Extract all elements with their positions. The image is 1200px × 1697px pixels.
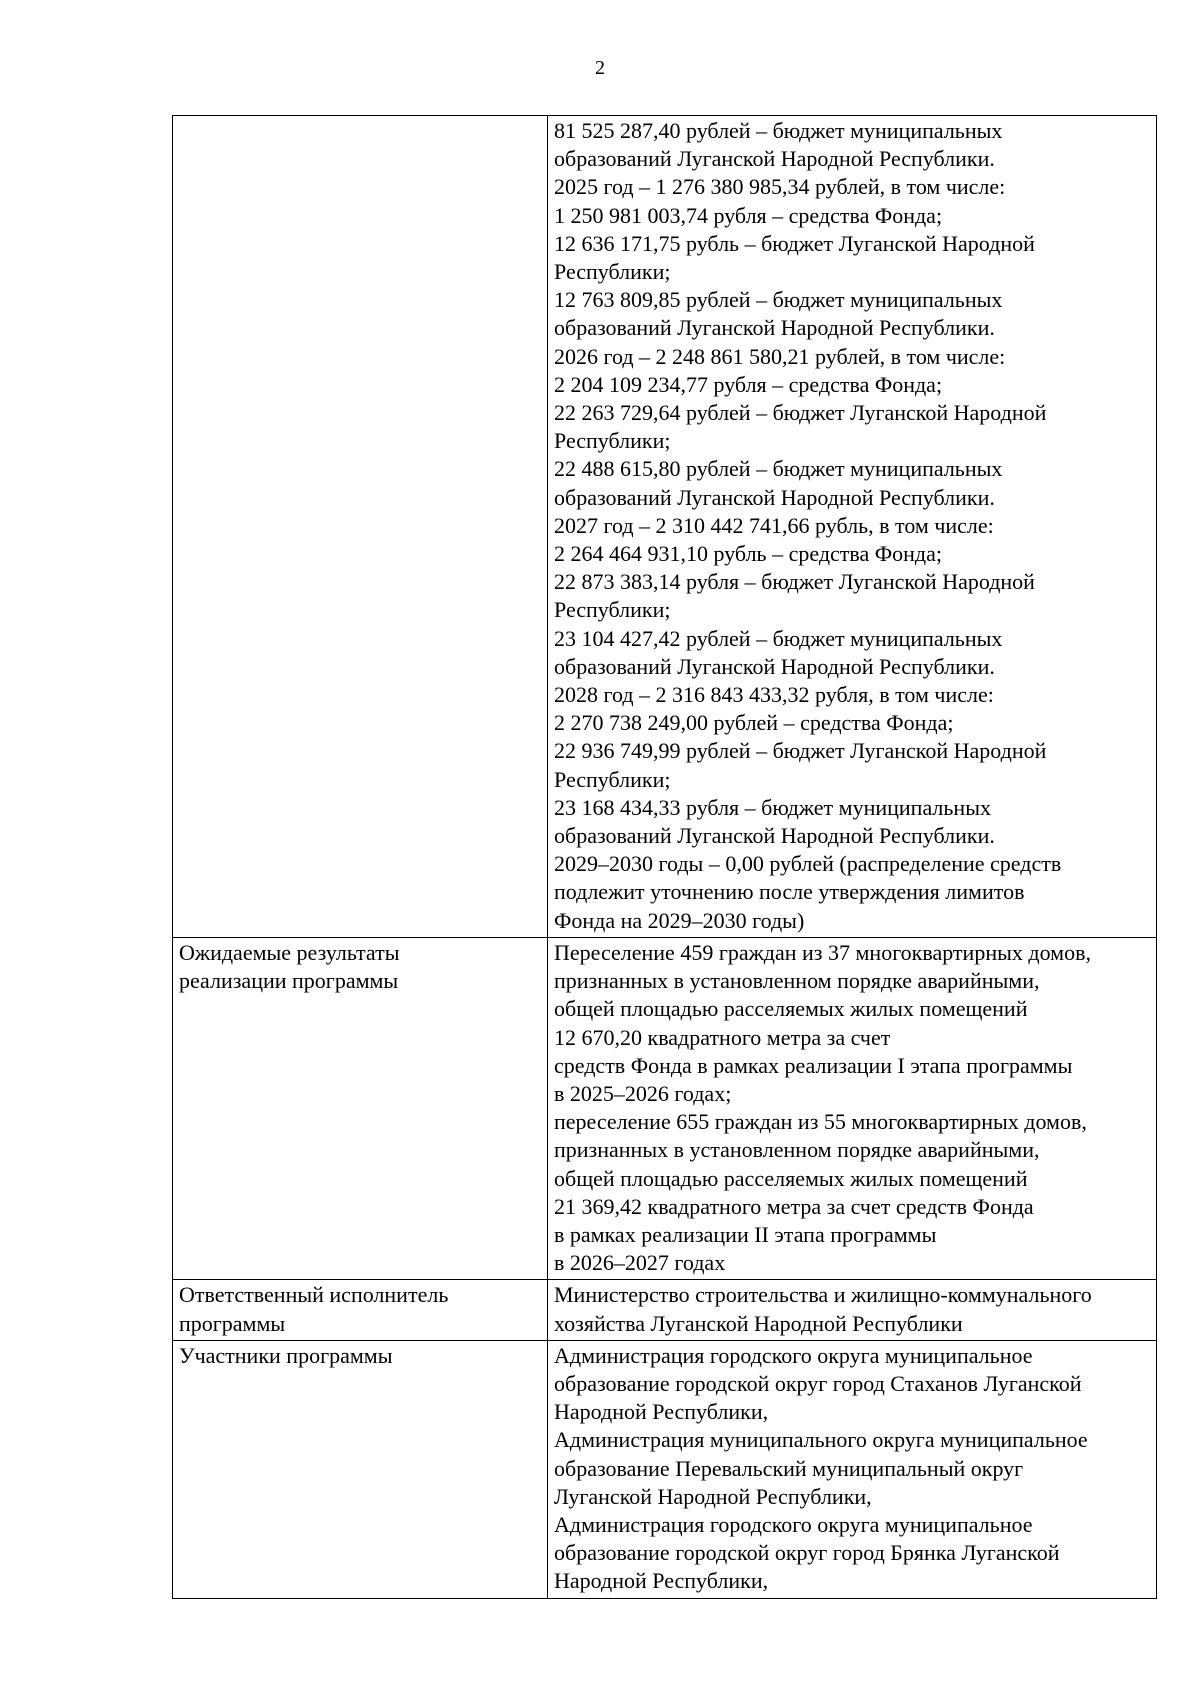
- value-line: 2026 год – 2 248 861 580,21 рублей, в том числе:: [554, 343, 1006, 369]
- row-value-cell: [548, 937, 1157, 1279]
- value-line: средств Фонда в рамках реализации I этапа программы: [554, 1052, 1073, 1078]
- value-line: Народной Республики,: [554, 1399, 769, 1425]
- value-line: Фонда на 2029–2030 годы): [554, 907, 805, 933]
- value-line: в 2025–2026 годах;: [554, 1080, 732, 1106]
- page-number: 2: [595, 57, 605, 79]
- value-line: 2029–2030 годы – 0,00 рублей (распределение средств: [554, 851, 1062, 877]
- value-line: Министерство строительства и жилищно-коммунального: [554, 1282, 1092, 1308]
- value-line: Администрация муниципального округа муниципальное: [554, 1427, 1088, 1453]
- value-line: образование городской округ город Брянка Луганской: [554, 1540, 1060, 1566]
- value-line: 2 264 464 931,10 рубль – средства Фонда;: [554, 541, 942, 567]
- row-value-cell: [548, 1340, 1157, 1598]
- value-line: 2027 год – 2 310 442 741,66 рубль, в том числе:: [554, 512, 994, 538]
- table-row: [173, 937, 1157, 1279]
- value-line: Республики;: [554, 428, 671, 454]
- value-line: образований Луганской Народной Республики.: [554, 146, 995, 172]
- value-line: 81 525 287,40 рублей – бюджет муниципальных: [554, 118, 1003, 143]
- value-line: общей площадью расселяемых жилых помещений: [554, 1165, 1028, 1191]
- value-line: подлежит уточнению после утверждения лимитов: [554, 879, 1025, 905]
- label-line: Участники программы: [179, 1342, 393, 1368]
- value-line: Народной Республики,: [554, 1568, 769, 1594]
- row-label-cell: [173, 116, 548, 938]
- value-line: образований Луганской Народной Республики.: [554, 653, 995, 679]
- value-line: 2 270 738 249,00 рублей – средства Фонда;: [554, 710, 954, 736]
- value-line: Республики;: [554, 597, 671, 623]
- value-line: 22 488 615,80 рублей – бюджет муниципальных: [554, 456, 1003, 482]
- value-line: образование Перевальский муниципальный округ: [554, 1455, 1024, 1481]
- label-line: Ответственный исполнитель: [179, 1282, 449, 1308]
- value-line: 2 204 109 234,77 рубля – средства Фонда;: [554, 371, 943, 397]
- row-value-cell: [548, 1280, 1157, 1340]
- row-label-cell: [173, 1280, 548, 1340]
- value-line: 1 250 981 003,74 рубля – средства Фонда;: [554, 202, 943, 228]
- table-body: [173, 116, 1157, 1599]
- value-line: 22 873 383,14 рубля – бюджет Луганской Народной: [554, 569, 1035, 595]
- label-line: реализации программы: [179, 968, 399, 994]
- value-line: Переселение 459 граждан из 37 многоквартирных домов,: [554, 939, 1091, 965]
- row-label-cell: [173, 937, 548, 1279]
- value-line: Республики;: [554, 766, 671, 792]
- value-line: 22 936 749,99 рублей – бюджет Луганской Народной: [554, 738, 1047, 764]
- value-line: общей площадью расселяемых жилых помещений: [554, 996, 1028, 1022]
- value-line: образований Луганской Народной Республики.: [554, 315, 995, 341]
- value-line: признанных в установленном порядке аварийными,: [554, 968, 1040, 994]
- table-row: [173, 1280, 1157, 1340]
- value-line: образований Луганской Народной Республики.: [554, 484, 995, 510]
- value-line: Республики;: [554, 259, 671, 285]
- value-line: хозяйства Луганской Народной Республики: [554, 1310, 963, 1336]
- value-line: 2028 год – 2 316 843 433,32 рубля, в том числе:: [554, 682, 994, 708]
- value-line: 23 104 427,42 рублей – бюджет муниципальных: [554, 625, 1003, 651]
- label-line: программы: [179, 1310, 286, 1336]
- value-line: 12 763 809,85 рублей – бюджет муниципальных: [554, 287, 1003, 313]
- value-line: в 2026–2027 годах: [554, 1250, 726, 1276]
- value-line: Луганской Народной Республики,: [554, 1483, 872, 1509]
- value-line: Администрация городского округа муниципальное: [554, 1342, 1033, 1368]
- value-line: признанных в установленном порядке аварийными,: [554, 1137, 1040, 1163]
- value-line: 12 636 171,75 рубль – бюджет Луганской Народной: [554, 230, 1035, 256]
- row-label-cell: [173, 1340, 548, 1598]
- table-row: [173, 1340, 1157, 1598]
- value-line: образований Луганской Народной Республики.: [554, 823, 995, 849]
- value-line: в рамках реализации II этапа программы: [554, 1221, 937, 1247]
- value-line: 12 670,20 квадратного метра за счет: [554, 1024, 891, 1050]
- value-line: Администрация городского округа муниципальное: [554, 1511, 1033, 1537]
- value-line: 23 168 434,33 рубля – бюджет муниципальных: [554, 794, 991, 820]
- value-line: 21 369,42 квадратного метра за счет средств Фонда: [554, 1193, 1034, 1219]
- row-value-cell: [548, 116, 1157, 938]
- value-line: переселение 655 граждан из 55 многоквартирных домов,: [554, 1109, 1087, 1135]
- table-row: [173, 116, 1157, 938]
- label-line: Ожидаемые результаты: [179, 939, 400, 965]
- program-passport-table: [172, 115, 1157, 1599]
- value-line: 22 263 729,64 рублей – бюджет Луганской Народной: [554, 400, 1047, 426]
- value-line: образование городской округ город Стаханов Луганской: [554, 1370, 1082, 1396]
- value-line: 2025 год – 1 276 380 985,34 рублей, в том числе:: [554, 174, 1006, 200]
